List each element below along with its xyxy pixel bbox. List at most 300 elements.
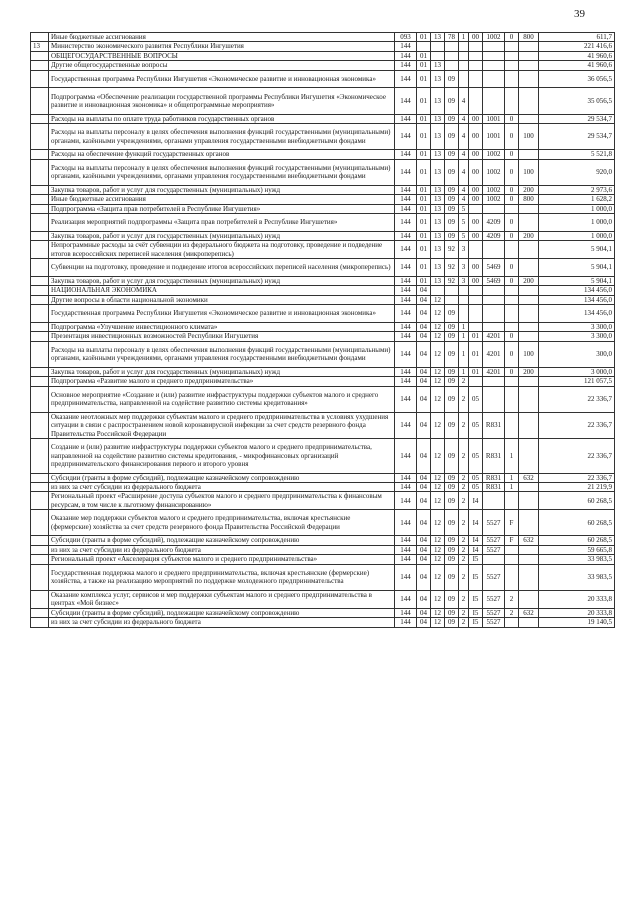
code-cell: 4 bbox=[459, 114, 469, 123]
row-number-cell bbox=[31, 386, 49, 412]
amount-cell: 134 456,0 bbox=[539, 286, 615, 295]
code-cell: 13 bbox=[431, 61, 445, 70]
code-cell: 144 bbox=[395, 305, 417, 323]
code-cell bbox=[519, 214, 539, 232]
row-number-cell bbox=[31, 51, 49, 60]
code-cell: 0 bbox=[505, 159, 519, 185]
code-cell: 12 bbox=[431, 555, 445, 564]
code-cell: 01 bbox=[417, 51, 431, 60]
code-cell: 01 bbox=[417, 33, 431, 42]
code-cell: 2 bbox=[459, 510, 469, 536]
code-cell: 5 bbox=[459, 204, 469, 213]
code-cell: 12 bbox=[431, 564, 445, 590]
code-cell: 92 bbox=[445, 276, 459, 285]
code-cell: 01 bbox=[417, 124, 431, 150]
row-number-cell bbox=[31, 439, 49, 474]
page-number: 39 bbox=[574, 8, 585, 20]
code-cell: 04 bbox=[417, 473, 431, 482]
code-cell: 12 bbox=[431, 492, 445, 510]
code-cell: 09 bbox=[445, 70, 459, 88]
code-cell: 01 bbox=[417, 61, 431, 70]
code-cell: 144 bbox=[395, 185, 417, 194]
description-cell: из них за счет субсидии из федерального бюджета bbox=[49, 483, 395, 492]
table-row bbox=[31, 305, 615, 323]
table-row bbox=[31, 618, 615, 627]
code-cell: 01 bbox=[417, 241, 431, 259]
code-cell: 4209 bbox=[483, 214, 505, 232]
code-cell bbox=[469, 377, 483, 386]
code-cell: 100 bbox=[519, 124, 539, 150]
code-cell: 13 bbox=[431, 114, 445, 123]
description-cell: из них за счет субсидии из федерального бюджета bbox=[49, 618, 395, 627]
code-cell bbox=[519, 412, 539, 438]
row-number-cell bbox=[31, 483, 49, 492]
description-cell: Закупка товаров, работ и услуг для государственных (муниципальных) нужд bbox=[49, 367, 395, 376]
row-number-cell bbox=[31, 473, 49, 482]
amount-cell: 22 336,7 bbox=[539, 439, 615, 474]
code-cell: 144 bbox=[395, 295, 417, 304]
code-cell bbox=[519, 555, 539, 564]
row-number-cell bbox=[31, 88, 49, 114]
row-number-cell bbox=[31, 608, 49, 617]
row-number-cell bbox=[31, 555, 49, 564]
code-cell: 144 bbox=[395, 159, 417, 185]
code-cell: 00 bbox=[469, 259, 483, 277]
description-cell: Основное мероприятие «Создание и (или) развитие инфраструктуры поддержки субъектов малого и среднего предпринимательства, направленной на содействие развитию системы кредитования» bbox=[49, 386, 395, 412]
amount-cell: 35 056,5 bbox=[539, 88, 615, 114]
code-cell: 04 bbox=[417, 590, 431, 608]
code-cell: 1002 bbox=[483, 159, 505, 185]
code-cell: 144 bbox=[395, 564, 417, 590]
code-cell: 04 bbox=[417, 439, 431, 474]
amount-cell: 60 268,5 bbox=[539, 492, 615, 510]
code-cell: 01 bbox=[417, 159, 431, 185]
code-cell: 5 bbox=[459, 214, 469, 232]
code-cell: 2 bbox=[459, 564, 469, 590]
code-cell: 0 bbox=[505, 367, 519, 376]
code-cell: 00 bbox=[469, 276, 483, 285]
amount-cell: 3 300,0 bbox=[539, 322, 615, 331]
code-cell: 144 bbox=[395, 70, 417, 88]
code-cell: 1 bbox=[459, 341, 469, 367]
code-cell bbox=[505, 61, 519, 70]
code-cell: 632 bbox=[519, 536, 539, 545]
code-cell: 12 bbox=[431, 377, 445, 386]
code-cell: R831 bbox=[483, 473, 505, 482]
row-number-cell bbox=[31, 214, 49, 232]
code-cell: 2 bbox=[459, 608, 469, 617]
code-cell: 12 bbox=[431, 473, 445, 482]
code-cell: 632 bbox=[519, 473, 539, 482]
code-cell: 05 bbox=[469, 473, 483, 482]
budget-table-body bbox=[31, 33, 615, 628]
code-cell bbox=[505, 286, 519, 295]
code-cell: 04 bbox=[417, 555, 431, 564]
code-cell: 5527 bbox=[483, 536, 505, 545]
code-cell: 92 bbox=[445, 241, 459, 259]
amount-cell: 21 219,9 bbox=[539, 483, 615, 492]
description-cell: Субсидии (гранты в форме субсидий), подлежащие казначейскому сопровождению bbox=[49, 608, 395, 617]
code-cell: 4 bbox=[459, 159, 469, 185]
code-cell: 04 bbox=[417, 295, 431, 304]
table-row bbox=[31, 286, 615, 295]
table-row bbox=[31, 195, 615, 204]
code-cell: 144 bbox=[395, 341, 417, 367]
row-number-cell: 13 bbox=[31, 42, 49, 51]
code-cell: 144 bbox=[395, 545, 417, 554]
code-cell bbox=[483, 492, 505, 510]
table-row bbox=[31, 231, 615, 240]
description-cell: Закупка товаров, работ и услуг для государственных (муниципальных) нужд bbox=[49, 185, 395, 194]
row-number-cell bbox=[31, 367, 49, 376]
description-cell: Другие общегосударственные вопросы bbox=[49, 61, 395, 70]
row-number-cell bbox=[31, 332, 49, 341]
code-cell: 1 bbox=[505, 439, 519, 474]
code-cell: 144 bbox=[395, 286, 417, 295]
description-cell: ОБЩЕГОСУДАРСТВЕННЫЕ ВОПРОСЫ bbox=[49, 51, 395, 60]
code-cell: 00 bbox=[469, 150, 483, 159]
description-cell: Закупка товаров, работ и услуг для государственных (муниципальных) нужд bbox=[49, 231, 395, 240]
code-cell bbox=[519, 88, 539, 114]
row-number-cell bbox=[31, 536, 49, 545]
code-cell: F bbox=[505, 510, 519, 536]
code-cell: 09 bbox=[445, 231, 459, 240]
code-cell: 1002 bbox=[483, 185, 505, 194]
row-number-cell bbox=[31, 61, 49, 70]
code-cell: 2 bbox=[459, 377, 469, 386]
code-cell: 13 bbox=[431, 88, 445, 114]
row-number-cell bbox=[31, 259, 49, 277]
code-cell: 093 bbox=[395, 33, 417, 42]
code-cell bbox=[445, 295, 459, 304]
code-cell bbox=[469, 61, 483, 70]
code-cell: 4201 bbox=[483, 332, 505, 341]
code-cell: 144 bbox=[395, 483, 417, 492]
code-cell bbox=[431, 286, 445, 295]
code-cell: 01 bbox=[417, 114, 431, 123]
code-cell: 144 bbox=[395, 332, 417, 341]
description-cell: из них за счет субсидии из федерального бюджета bbox=[49, 545, 395, 554]
code-cell: 12 bbox=[431, 608, 445, 617]
code-cell: 09 bbox=[445, 159, 459, 185]
description-cell: Расходы на обеспечение функций государственных органов bbox=[49, 150, 395, 159]
code-cell: 00 bbox=[469, 195, 483, 204]
description-cell: Иные бюджетные ассигнования bbox=[49, 195, 395, 204]
row-number-cell bbox=[31, 150, 49, 159]
code-cell bbox=[519, 241, 539, 259]
code-cell: 01 bbox=[417, 150, 431, 159]
amount-cell: 41 960,6 bbox=[539, 51, 615, 60]
code-cell: 01 bbox=[469, 367, 483, 376]
row-number-cell bbox=[31, 295, 49, 304]
code-cell: 1 bbox=[459, 332, 469, 341]
table-row bbox=[31, 124, 615, 150]
table-row bbox=[31, 555, 615, 564]
code-cell: 01 bbox=[469, 341, 483, 367]
code-cell: 09 bbox=[445, 88, 459, 114]
code-cell: 144 bbox=[395, 555, 417, 564]
code-cell bbox=[519, 332, 539, 341]
table-row bbox=[31, 214, 615, 232]
amount-cell: 33 983,5 bbox=[539, 564, 615, 590]
code-cell: 04 bbox=[417, 536, 431, 545]
code-cell: 144 bbox=[395, 241, 417, 259]
code-cell: 144 bbox=[395, 510, 417, 536]
code-cell: 09 bbox=[445, 204, 459, 213]
amount-cell: 59 665,8 bbox=[539, 545, 615, 554]
code-cell: 04 bbox=[417, 618, 431, 627]
amount-cell: 5 904,1 bbox=[539, 259, 615, 277]
code-cell: 04 bbox=[417, 367, 431, 376]
description-cell: Подпрограмма «Улучшение инвестиционного климата» bbox=[49, 322, 395, 331]
code-cell bbox=[505, 70, 519, 88]
code-cell bbox=[519, 204, 539, 213]
amount-cell: 5 521,8 bbox=[539, 150, 615, 159]
code-cell: 04 bbox=[417, 483, 431, 492]
code-cell: 0 bbox=[505, 259, 519, 277]
code-cell: 09 bbox=[445, 195, 459, 204]
code-cell bbox=[483, 386, 505, 412]
code-cell bbox=[505, 295, 519, 304]
code-cell: I4 bbox=[469, 536, 483, 545]
code-cell: 144 bbox=[395, 61, 417, 70]
code-cell: 04 bbox=[417, 377, 431, 386]
description-cell: Субвенции на подготовку, проведение и подведение итогов всероссийских переписей населения (микроперепись) bbox=[49, 259, 395, 277]
amount-cell: 134 456,0 bbox=[539, 295, 615, 304]
code-cell: 1001 bbox=[483, 124, 505, 150]
table-row bbox=[31, 545, 615, 554]
table-row bbox=[31, 185, 615, 194]
code-cell: 200 bbox=[519, 231, 539, 240]
code-cell: 144 bbox=[395, 42, 417, 51]
code-cell: 09 bbox=[445, 386, 459, 412]
amount-cell: 60 268,5 bbox=[539, 510, 615, 536]
code-cell: 01 bbox=[417, 204, 431, 213]
table-row bbox=[31, 322, 615, 331]
code-cell bbox=[469, 241, 483, 259]
code-cell bbox=[469, 204, 483, 213]
code-cell: 00 bbox=[469, 124, 483, 150]
code-cell: 0 bbox=[505, 341, 519, 367]
row-number-cell bbox=[31, 564, 49, 590]
code-cell: R831 bbox=[483, 412, 505, 438]
code-cell bbox=[469, 322, 483, 331]
code-cell bbox=[469, 286, 483, 295]
code-cell: 1002 bbox=[483, 195, 505, 204]
code-cell bbox=[505, 42, 519, 51]
amount-cell: 121 057,5 bbox=[539, 377, 615, 386]
code-cell: 144 bbox=[395, 124, 417, 150]
code-cell: 13 bbox=[431, 185, 445, 194]
code-cell bbox=[505, 204, 519, 213]
code-cell: 144 bbox=[395, 618, 417, 627]
code-cell: 3 bbox=[459, 259, 469, 277]
code-cell: 13 bbox=[431, 214, 445, 232]
code-cell: 09 bbox=[445, 185, 459, 194]
code-cell bbox=[483, 42, 505, 51]
code-cell: 144 bbox=[395, 231, 417, 240]
code-cell: I4 bbox=[469, 545, 483, 554]
code-cell bbox=[459, 61, 469, 70]
code-cell: 100 bbox=[519, 159, 539, 185]
row-number-cell bbox=[31, 286, 49, 295]
code-cell bbox=[445, 286, 459, 295]
code-cell: 2 bbox=[459, 555, 469, 564]
code-cell bbox=[417, 42, 431, 51]
code-cell: 2 bbox=[459, 492, 469, 510]
code-cell bbox=[483, 555, 505, 564]
code-cell bbox=[483, 70, 505, 88]
code-cell: 144 bbox=[395, 536, 417, 545]
code-cell: 144 bbox=[395, 473, 417, 482]
code-cell: 04 bbox=[417, 545, 431, 554]
code-cell: 05 bbox=[469, 483, 483, 492]
table-row bbox=[31, 259, 615, 277]
row-number-cell bbox=[31, 590, 49, 608]
description-cell: Подпрограмма «Защита прав потребителей в Республике Ингушетия» bbox=[49, 204, 395, 213]
table-row bbox=[31, 88, 615, 114]
code-cell bbox=[519, 590, 539, 608]
table-row bbox=[31, 42, 615, 51]
amount-cell: 3 000,0 bbox=[539, 367, 615, 376]
code-cell: 13 bbox=[431, 159, 445, 185]
code-cell: 5527 bbox=[483, 545, 505, 554]
code-cell bbox=[505, 377, 519, 386]
code-cell: 00 bbox=[469, 159, 483, 185]
code-cell bbox=[519, 295, 539, 304]
table-row bbox=[31, 473, 615, 482]
code-cell: 4201 bbox=[483, 367, 505, 376]
code-cell: 09 bbox=[445, 214, 459, 232]
code-cell bbox=[459, 305, 469, 323]
code-cell: 04 bbox=[417, 412, 431, 438]
code-cell bbox=[431, 42, 445, 51]
description-cell: Закупка товаров, работ и услуг для государственных (муниципальных) нужд bbox=[49, 276, 395, 285]
code-cell: 04 bbox=[417, 608, 431, 617]
code-cell: 01 bbox=[417, 231, 431, 240]
amount-cell: 29 534,7 bbox=[539, 124, 615, 150]
amount-cell: 920,0 bbox=[539, 159, 615, 185]
row-number-cell bbox=[31, 322, 49, 331]
code-cell bbox=[469, 42, 483, 51]
code-cell: 2 bbox=[459, 439, 469, 474]
code-cell: 0 bbox=[505, 195, 519, 204]
amount-cell: 33 983,5 bbox=[539, 555, 615, 564]
row-number-cell bbox=[31, 618, 49, 627]
row-number-cell bbox=[31, 159, 49, 185]
code-cell bbox=[519, 377, 539, 386]
code-cell: 0 bbox=[505, 114, 519, 123]
code-cell bbox=[519, 286, 539, 295]
description-cell: Презентация инвестиционных возможностей Республики Ингушетия bbox=[49, 332, 395, 341]
code-cell: 4 bbox=[459, 185, 469, 194]
code-cell bbox=[505, 564, 519, 590]
table-row bbox=[31, 241, 615, 259]
code-cell: 01 bbox=[469, 332, 483, 341]
code-cell: 12 bbox=[431, 536, 445, 545]
code-cell: 13 bbox=[431, 33, 445, 42]
code-cell: I5 bbox=[469, 608, 483, 617]
code-cell bbox=[505, 305, 519, 323]
code-cell: 12 bbox=[431, 590, 445, 608]
code-cell: 4201 bbox=[483, 341, 505, 367]
amount-cell: 60 268,5 bbox=[539, 536, 615, 545]
code-cell bbox=[483, 322, 505, 331]
code-cell bbox=[483, 204, 505, 213]
code-cell: 04 bbox=[417, 286, 431, 295]
code-cell: 09 bbox=[445, 150, 459, 159]
amount-cell: 22 336,7 bbox=[539, 386, 615, 412]
code-cell: 144 bbox=[395, 590, 417, 608]
code-cell: 2 bbox=[459, 412, 469, 438]
code-cell bbox=[431, 51, 445, 60]
code-cell: 5 bbox=[459, 231, 469, 240]
description-cell: Государственная программа Республики Ингушетия «Экономическое развитие и инновационная экономика» bbox=[49, 70, 395, 88]
amount-cell: 611,7 bbox=[539, 33, 615, 42]
code-cell: 05 bbox=[469, 439, 483, 474]
description-cell: Расходы на выплаты персоналу в целях обеспечения выполнения функций государственными (муниципальными) органами, казёнными учреждениями, органами управления государственными внебюджетными фондами bbox=[49, 124, 395, 150]
code-cell: 09 bbox=[445, 114, 459, 123]
code-cell bbox=[505, 322, 519, 331]
description-cell: Подпрограмма «Обеспечение реализации государственной программы Республики Ингушетия «Экономическое развитие и инновационная экономика» и общепрограммные мероприятия» bbox=[49, 88, 395, 114]
description-cell: Непрограммные расходы за счёт субвенции из федерального бюджета на подготовку, проведение и подведение итогов всероссийских переписей населения (микроперепись) bbox=[49, 241, 395, 259]
code-cell: 09 bbox=[445, 564, 459, 590]
code-cell: 09 bbox=[445, 483, 459, 492]
code-cell: 1 bbox=[505, 473, 519, 482]
description-cell: Другие вопросы в области национальной экономики bbox=[49, 295, 395, 304]
code-cell: 144 bbox=[395, 367, 417, 376]
code-cell: 200 bbox=[519, 367, 539, 376]
code-cell bbox=[483, 51, 505, 60]
description-cell: НАЦИОНАЛЬНАЯ ЭКОНОМИКА bbox=[49, 286, 395, 295]
code-cell: 0 bbox=[505, 33, 519, 42]
code-cell: 800 bbox=[519, 195, 539, 204]
code-cell: 00 bbox=[469, 114, 483, 123]
code-cell bbox=[483, 286, 505, 295]
code-cell: 0 bbox=[505, 332, 519, 341]
code-cell: 12 bbox=[431, 439, 445, 474]
table-row bbox=[31, 492, 615, 510]
code-cell: 144 bbox=[395, 114, 417, 123]
code-cell: 01 bbox=[417, 214, 431, 232]
row-number-cell bbox=[31, 231, 49, 240]
code-cell: 2 bbox=[459, 483, 469, 492]
code-cell: 04 bbox=[417, 305, 431, 323]
code-cell bbox=[519, 42, 539, 51]
description-cell: Оказание комплекса услуг, сервисов и мер поддержки субъектам малого и среднего предпринимательства в центрах «Мой бизнес» bbox=[49, 590, 395, 608]
code-cell: 2 bbox=[459, 590, 469, 608]
table-row bbox=[31, 564, 615, 590]
code-cell: 01 bbox=[417, 70, 431, 88]
code-cell: 4 bbox=[459, 124, 469, 150]
code-cell: 13 bbox=[431, 241, 445, 259]
table-row bbox=[31, 367, 615, 376]
table-row bbox=[31, 204, 615, 213]
code-cell: 144 bbox=[395, 377, 417, 386]
code-cell: 800 bbox=[519, 33, 539, 42]
code-cell: 09 bbox=[445, 536, 459, 545]
code-cell: 2 bbox=[505, 608, 519, 617]
code-cell: 92 bbox=[445, 259, 459, 277]
code-cell: 5527 bbox=[483, 618, 505, 627]
code-cell: 01 bbox=[417, 88, 431, 114]
code-cell: 13 bbox=[431, 70, 445, 88]
code-cell: 2 bbox=[505, 590, 519, 608]
code-cell: 09 bbox=[445, 608, 459, 617]
code-cell: 144 bbox=[395, 259, 417, 277]
code-cell: 144 bbox=[395, 412, 417, 438]
table-row bbox=[31, 33, 615, 42]
